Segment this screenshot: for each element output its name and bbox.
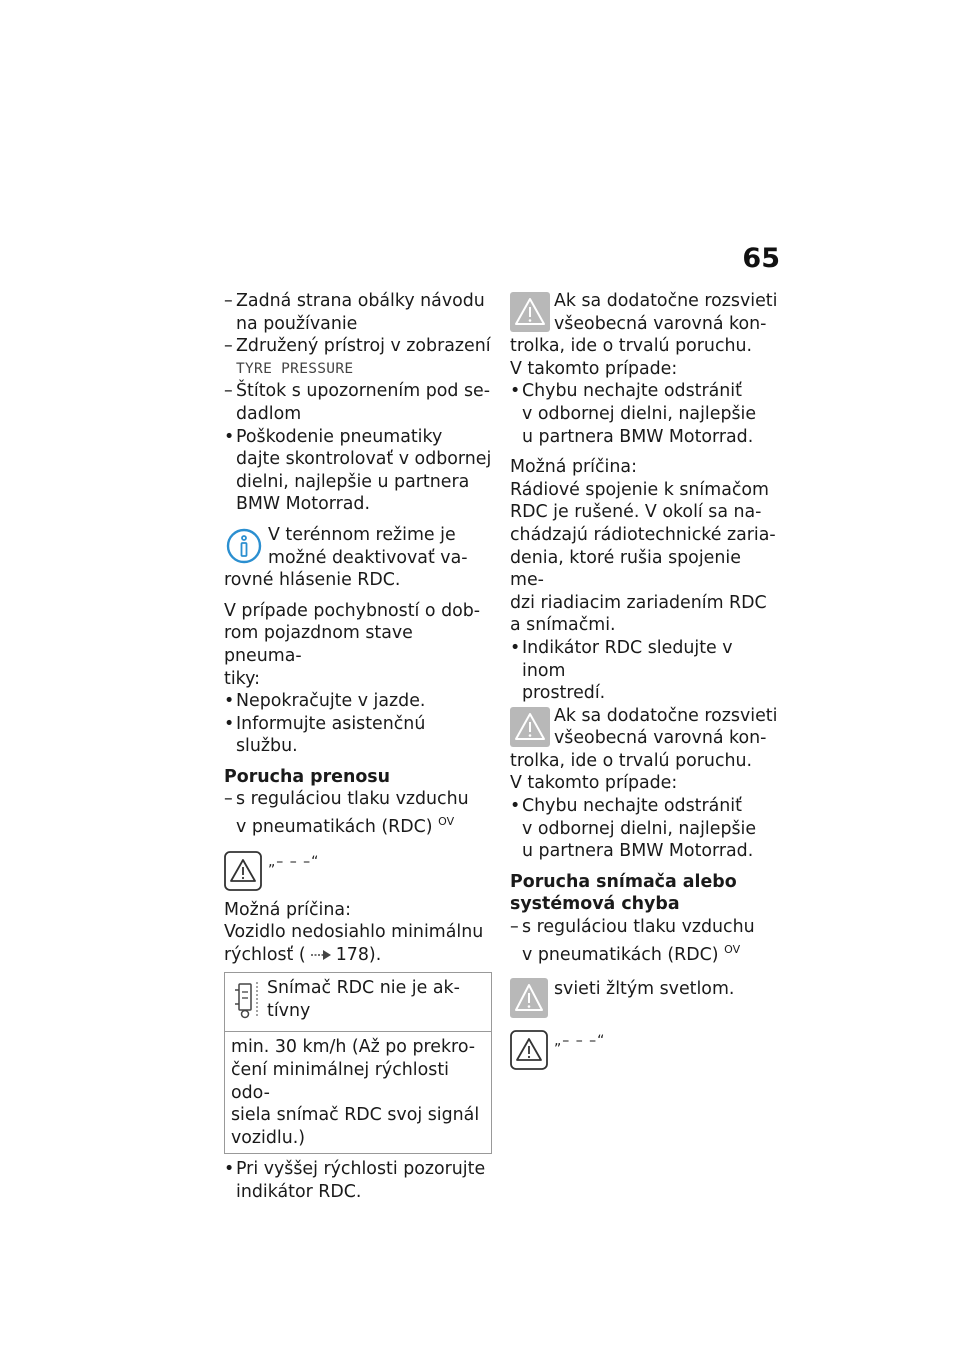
paragraph: V prípade pochybností o dob- rom pojazdnom stave pneuma- tiky: xyxy=(224,600,481,689)
dash-item: – Zadná strana obálky návodu na používanie xyxy=(224,290,492,335)
display-text: TYRE PRESSURE xyxy=(236,360,354,377)
warning-triangle-icon xyxy=(224,851,262,891)
rdc-status-table xyxy=(224,972,492,1154)
tire-sensor-icon xyxy=(233,978,263,1020)
table-header: Snímač RDC nie je ak- tívny xyxy=(225,973,491,1032)
warning-triangle-icon xyxy=(510,707,550,747)
dash-item: – Štítok s upozornením pod se- dadlom xyxy=(224,380,492,425)
section-heading: Porucha prenosu xyxy=(224,766,391,787)
info-icon xyxy=(224,526,264,566)
paragraph: Rádiové spojenie k snímačom RDC je rušené. V okolí sa na- chádzajú rádiotechnické zaria- denia, ktoré rušia spojenie me- dzi riadiacim zariadením RDC a snímačmi. xyxy=(510,479,776,636)
arrow-right-icon xyxy=(310,949,332,961)
page-number: 65 xyxy=(742,243,780,274)
bullet-item: • Chybu nechajte odstrániť v odbornej dielni, najlepšie u partnera BMW Motorrad. xyxy=(510,380,780,448)
bullet-item: • Chybu nechajte odstrániť v odbornej dielni, najlepšie u partnera BMW Motorrad. xyxy=(510,795,780,863)
page-reference: rýchlosť ( 178). xyxy=(224,944,382,965)
bullet-item: • Pri vyššej rýchlosti pozorujte indikátor RDC. xyxy=(224,1158,492,1203)
warning-triangle-icon xyxy=(510,1030,548,1070)
info-note: V terénnom režime je možné deaktivovať va- rovné hlásenie RDC. xyxy=(224,524,468,591)
warning-triangle-icon xyxy=(510,978,548,1018)
warning-quote: „– – –“ xyxy=(510,1030,780,1070)
warning-note: Ak sa dodatočne rozsvieti všeobecná varovná kon- trolka, ide o trvalú poruchu. V takomto prípade: xyxy=(510,291,778,379)
bullet-item: • Poškodenie pneumatiky dajte skontrolovať v odbornej dielni, najlepšie u partnera BMW Motorrad. xyxy=(224,426,492,516)
warning-note: Ak sa dodatočne rozsvieti všeobecná varovná kon- trolka, ide o trvalú poruchu. V takomto prípade: xyxy=(510,705,778,794)
dash-item: – s reguláciou tlaku vzduchu v pneumatikách (RDC) $^{OV}$ xyxy=(224,788,492,838)
left-column: – Zadná strana obálky návodu na používanie – Združený prístroj v zobrazení TYRE PRESSURE – Štítok s upozornením pod se- dadlom • Poškodenie pneumatiky dajte skontrolovať v odbornej dielni, najlepšie u partnera BMW Motorrad. V terénnom režime je možné deaktivovať va- rovné hlásenie RDC. V prípade pochybností o dob- rom pojazdnom stave pneuma- tiky: • Nepokračujte v jazde. • Informujte asistenčnú službu. Porucha prenosu – s reguláciou tlaku vzduchu v pneumatikách (RDC) $^{OV}$ „– – –“ Možná príčina: Vozidlo nedosiahlo minimálnu rýchlosť ( 178). Snímač RDC nie je ak- tívny min. 30 km/h (Až po prekro- čení minimálnej rýchlosti odo- siela snímač RDC svoj signál vozidlu.) • Pri vyššej rýchlosti pozorujte indikátor RDC. xyxy=(224,290,492,1204)
warning-yellow: svieti žltým svetlom. xyxy=(510,978,780,1018)
right-column: Ak sa dodatočne rozsvieti všeobecná varovná kon- trolka, ide o trvalú poruchu. V takomto prípade: • Chybu nechajte odstrániť v odbornej dielni, najlepšie u partnera BMW Motorrad. Možná príčina: Rádiové spojenie k snímačom RDC je rušené. V okolí sa na- chádzajú rádiotechnické zaria- denia, ktoré rušia spojenie me- dzi riadiacim zariadením RDC a snímačmi. • Indikátor RDC sledujte v inom prostredí. Ak sa dodatočne rozsvieti všeobecná varovná kon- trolka, ide o trvalú poruchu. V takomto prípade: • Chybu nechajte odstrániť v odbornej dielni, najlepšie u partnera BMW Motorrad. Porucha snímača alebo systémová chyba – s reguláciou tlaku vzduchu v pneumatikách (RDC) $^{OV}$ svieti žltým svetlom. „– – –“ xyxy=(510,290,780,1070)
dash-item: – s reguláciou tlaku vzduchu v pneumatikách (RDC) $^{OV}$ xyxy=(510,916,780,966)
warning-triangle-icon xyxy=(510,292,550,332)
dash-item: – Združený prístroj v zobrazení TYRE PRESSURE xyxy=(224,335,492,380)
bullet-item: • Indikátor RDC sledujte v inom prostredí. xyxy=(510,637,780,705)
warning-quote: „– – –“ xyxy=(224,851,492,891)
bullet-item: • Nepokračujte v jazde. xyxy=(224,690,492,713)
section-heading: Porucha snímača alebo systémová chyba xyxy=(510,871,737,915)
bullet-item: • Informujte asistenčnú službu. xyxy=(224,713,492,758)
table-cell: min. 30 km/h (Až po prekro- čení minimálnej rýchlosti odo- siela snímač RDC svoj signál vozidlu.) xyxy=(231,1037,480,1148)
